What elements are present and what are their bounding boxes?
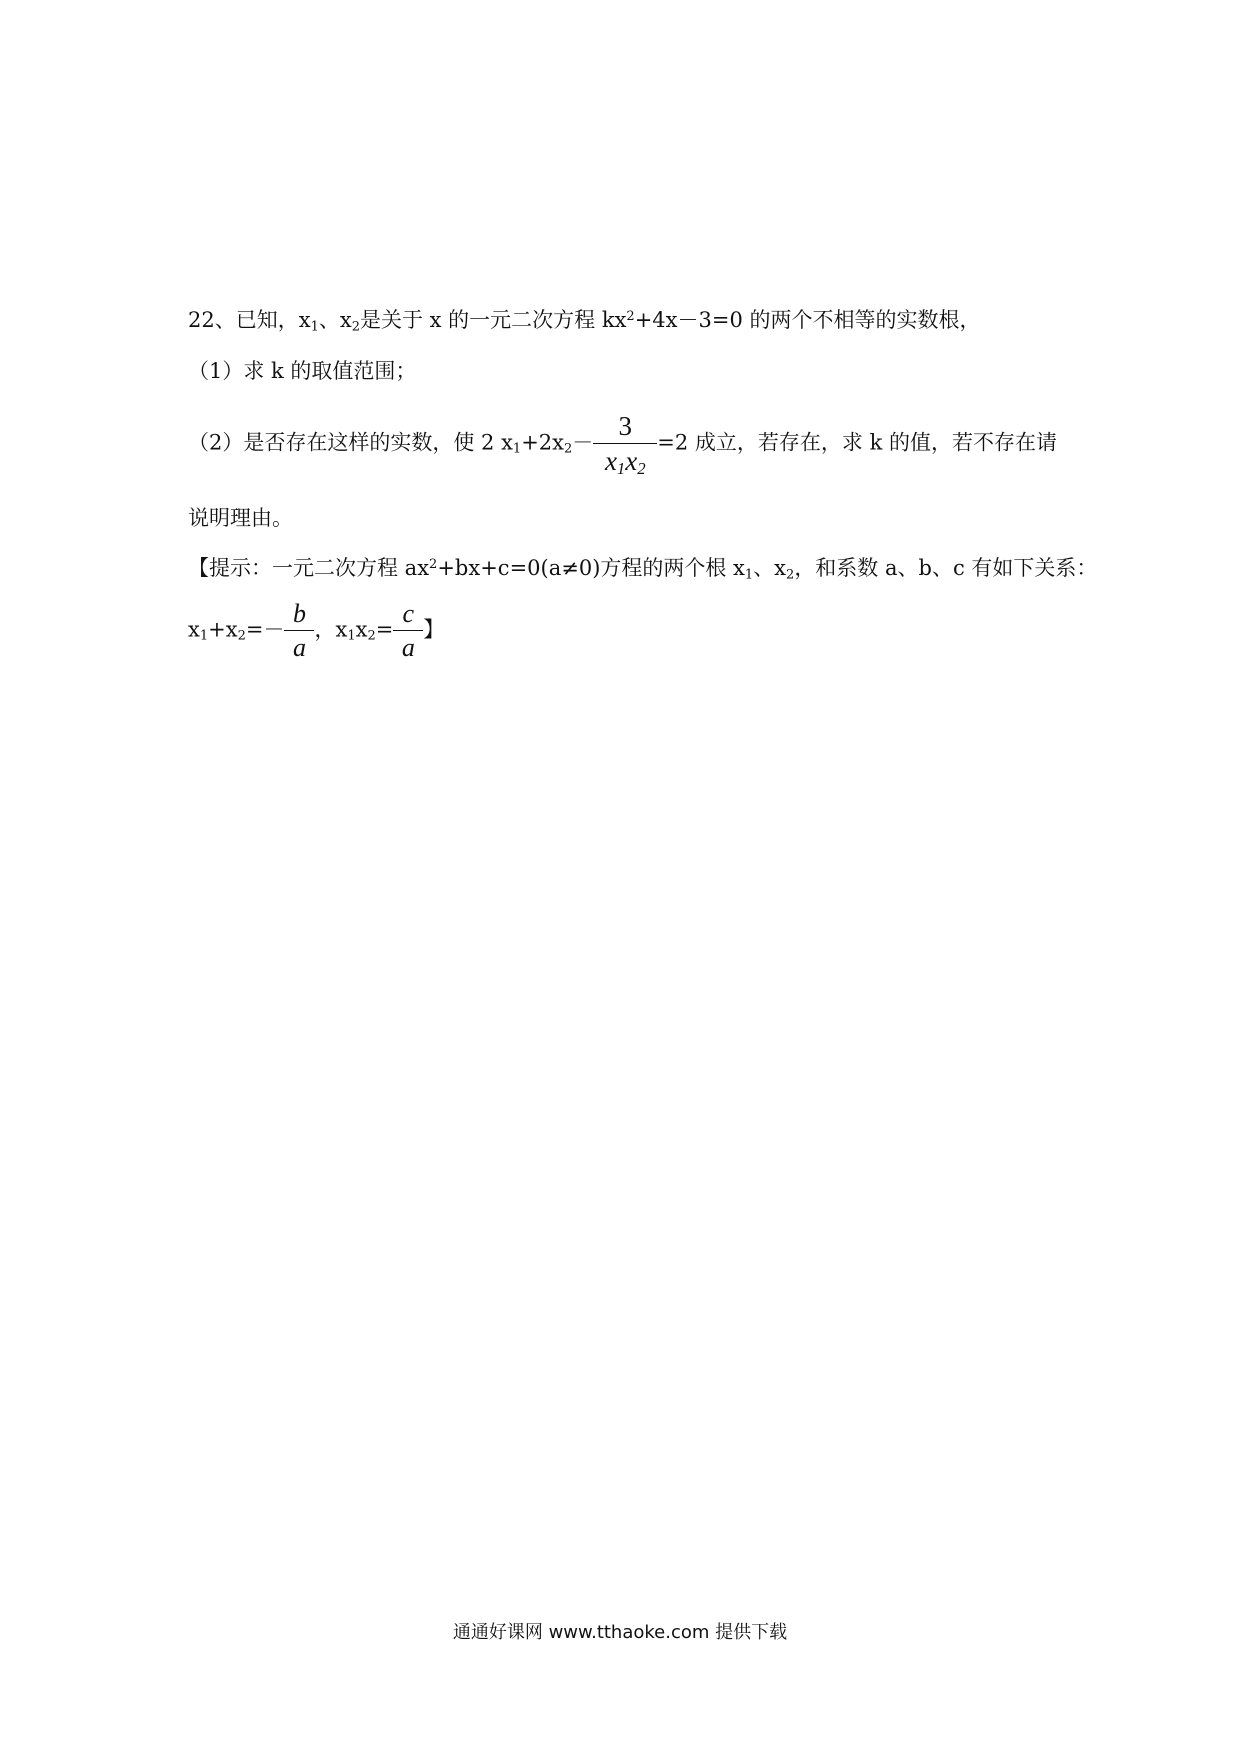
fraction-numerator: 3 bbox=[618, 411, 633, 441]
fraction-denominator bbox=[593, 446, 657, 479]
subscript: 2 bbox=[237, 628, 246, 644]
text: （1）求 k 的取值范围； bbox=[188, 359, 417, 383]
fraction-3-over-x1x2 bbox=[593, 411, 657, 479]
problem-part-2 bbox=[188, 411, 1058, 479]
text: x bbox=[188, 617, 200, 642]
fraction-c-over-a bbox=[393, 600, 423, 662]
superscript: 2 bbox=[429, 556, 438, 572]
subscript: 2 bbox=[367, 628, 376, 644]
text: ，x bbox=[314, 617, 348, 642]
text: x bbox=[355, 617, 368, 642]
fraction-denominator: a bbox=[401, 633, 415, 663]
text: +x bbox=[208, 617, 238, 642]
text: 】 bbox=[423, 617, 445, 642]
text: +4x－3=0 的两个不相等的实数根， bbox=[634, 308, 981, 332]
text: x bbox=[625, 446, 638, 477]
text: =－ bbox=[245, 617, 285, 642]
subscript: 1 bbox=[199, 628, 209, 644]
superscript: 2 bbox=[626, 308, 635, 324]
subscript: 1 bbox=[744, 567, 754, 583]
text: 【提示：一元二次方程 ax bbox=[188, 556, 430, 580]
text: 22、已知，x bbox=[188, 308, 311, 332]
problem-part-1 bbox=[188, 361, 416, 382]
fraction-denominator: a bbox=[292, 633, 306, 663]
text: +2x bbox=[521, 430, 565, 455]
text: = bbox=[375, 617, 394, 642]
subscript: 2 bbox=[351, 319, 360, 335]
text: － bbox=[572, 430, 594, 455]
text: x bbox=[604, 446, 617, 477]
text: 、x bbox=[753, 556, 787, 580]
subscript: 1 bbox=[347, 628, 356, 644]
subscript: 1 bbox=[310, 319, 319, 335]
text: 、x bbox=[318, 308, 352, 332]
fraction-b-over-a bbox=[284, 600, 314, 662]
text: =2 成立，若存在，求 k 的值，若不存在请 bbox=[657, 430, 1058, 455]
subscript: 2 bbox=[786, 567, 795, 583]
text: ，和系数 a、b、c 有如下关系： bbox=[794, 556, 1098, 580]
text: +bx+c=0(a≠0)方程的两个根 x bbox=[437, 556, 745, 580]
hint-line-1 bbox=[188, 556, 1098, 583]
text: （2）是否存在这样的实数，使 2 x bbox=[188, 430, 513, 455]
subscript: 2 bbox=[564, 441, 573, 457]
hint-line-2 bbox=[188, 600, 444, 662]
problem-22-statement bbox=[188, 308, 981, 335]
fraction-bar bbox=[393, 630, 423, 631]
fraction-numerator: b bbox=[292, 599, 306, 628]
problem-part-2-continued bbox=[188, 508, 293, 529]
subscript: 1 bbox=[616, 459, 626, 479]
text: 是关于 x 的一元二次方程 kx bbox=[359, 308, 627, 332]
page-footer: 通通好课网 www.tthaoke.com 提供下载 bbox=[452, 1622, 788, 1643]
text: 说明理由。 bbox=[188, 506, 293, 530]
fraction-bar bbox=[284, 630, 314, 631]
fraction-numerator: c bbox=[402, 599, 415, 628]
fraction-bar bbox=[593, 443, 657, 444]
subscript: 2 bbox=[637, 459, 646, 479]
subscript: 1 bbox=[512, 441, 522, 457]
